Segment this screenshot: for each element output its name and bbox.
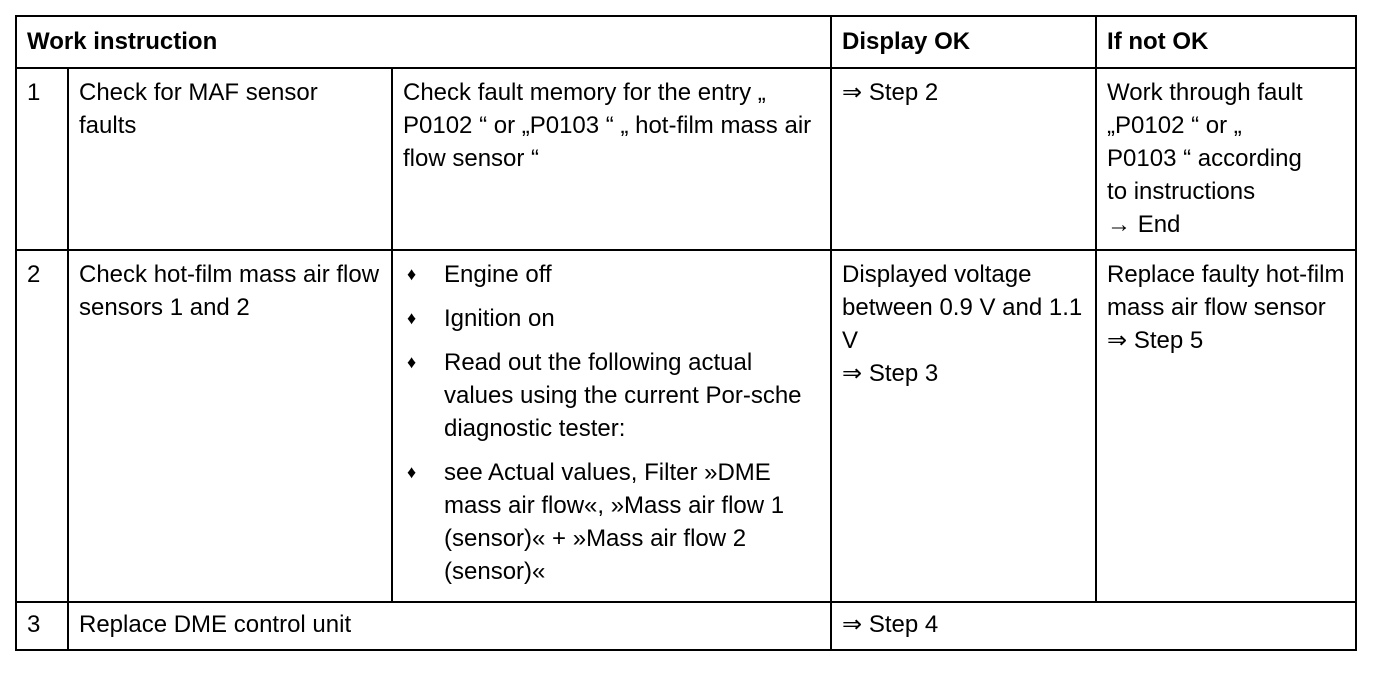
row-number: 2: [16, 250, 68, 602]
bullet-text: Ignition on: [444, 305, 555, 332]
if-not-ok-cell: [1096, 250, 1356, 602]
work-instruction-table: [15, 15, 1357, 651]
display-ok-cell: [831, 250, 1096, 602]
diamond-bullet-icon: ♦: [407, 308, 417, 328]
header-work-instruction: Work instruction: [16, 16, 831, 68]
bullet-text: see Actual values, Filter »DME mass air flow«, »Mass air flow 1 (sensor)« + »Mass air flow 2 (sensor)«: [444, 459, 785, 585]
double-arrow-icon: ⇒: [842, 360, 863, 387]
table-row: [16, 68, 1356, 250]
diamond-bullet-icon: ♦: [407, 352, 417, 372]
if-not-ok-step-line: [1107, 324, 1345, 357]
header-if-not-ok: If not OK: [1096, 16, 1356, 68]
diamond-bullet-icon: ♦: [407, 462, 417, 482]
bullet-list: [403, 258, 820, 588]
if-not-ok-line: Work through fault: [1107, 79, 1303, 106]
display-ok-step-line: [842, 357, 1085, 390]
double-arrow-icon: ⇒: [842, 611, 863, 638]
display-ok-text: Displayed voltage between 0.9 V and 1.1 V: [842, 261, 1083, 354]
table-row: [16, 250, 1356, 602]
double-arrow-icon: ⇒: [1107, 327, 1128, 354]
row-number: 1: [16, 68, 68, 250]
bullet-text: Read out the following actual values using the current Por-sche diagnostic tester:: [444, 349, 802, 442]
result-step: Step 4: [868, 611, 939, 638]
if-not-ok-line: P0103 “ according: [1107, 145, 1302, 172]
list-item: [403, 302, 820, 335]
diamond-bullet-icon: ♦: [407, 264, 417, 284]
display-ok-step: Step 3: [868, 360, 939, 387]
header-display-ok: Display OK: [831, 16, 1096, 68]
if-not-ok-end-line: [1107, 208, 1345, 241]
if-not-ok-end: End: [1137, 211, 1181, 238]
right-arrow-icon: →: [1107, 211, 1132, 238]
list-item: [403, 258, 820, 291]
list-item: [403, 456, 820, 588]
row-description: Check fault memory for the entry „ P0102 “ or „P0103 “ „ hot-film mass air flow sensor “: [392, 68, 831, 250]
display-ok-cell: [831, 68, 1096, 250]
if-not-ok-text: Replace faulty hot-film mass air flow sensor: [1107, 261, 1345, 321]
if-not-ok-line: to instructions: [1107, 178, 1256, 205]
result-cell: [831, 602, 1356, 650]
if-not-ok-line: „P0102 “ or „: [1107, 112, 1242, 139]
row-title: Replace DME control unit: [68, 602, 831, 650]
if-not-ok-step: Step 5: [1133, 327, 1204, 354]
list-item: [403, 346, 820, 445]
double-arrow-icon: ⇒: [842, 79, 863, 106]
row-number: 3: [16, 602, 68, 650]
if-not-ok-cell: [1096, 68, 1356, 250]
table-header-row: [16, 16, 1356, 68]
display-ok-step: Step 2: [868, 79, 939, 106]
row-title: Check for MAF sensor faults: [68, 68, 392, 250]
row-title: Check hot-film mass air flow sensors 1 and 2: [68, 250, 392, 602]
row-bullets-cell: [392, 250, 831, 602]
table-row: [16, 602, 1356, 650]
bullet-text: Engine off: [444, 261, 552, 288]
